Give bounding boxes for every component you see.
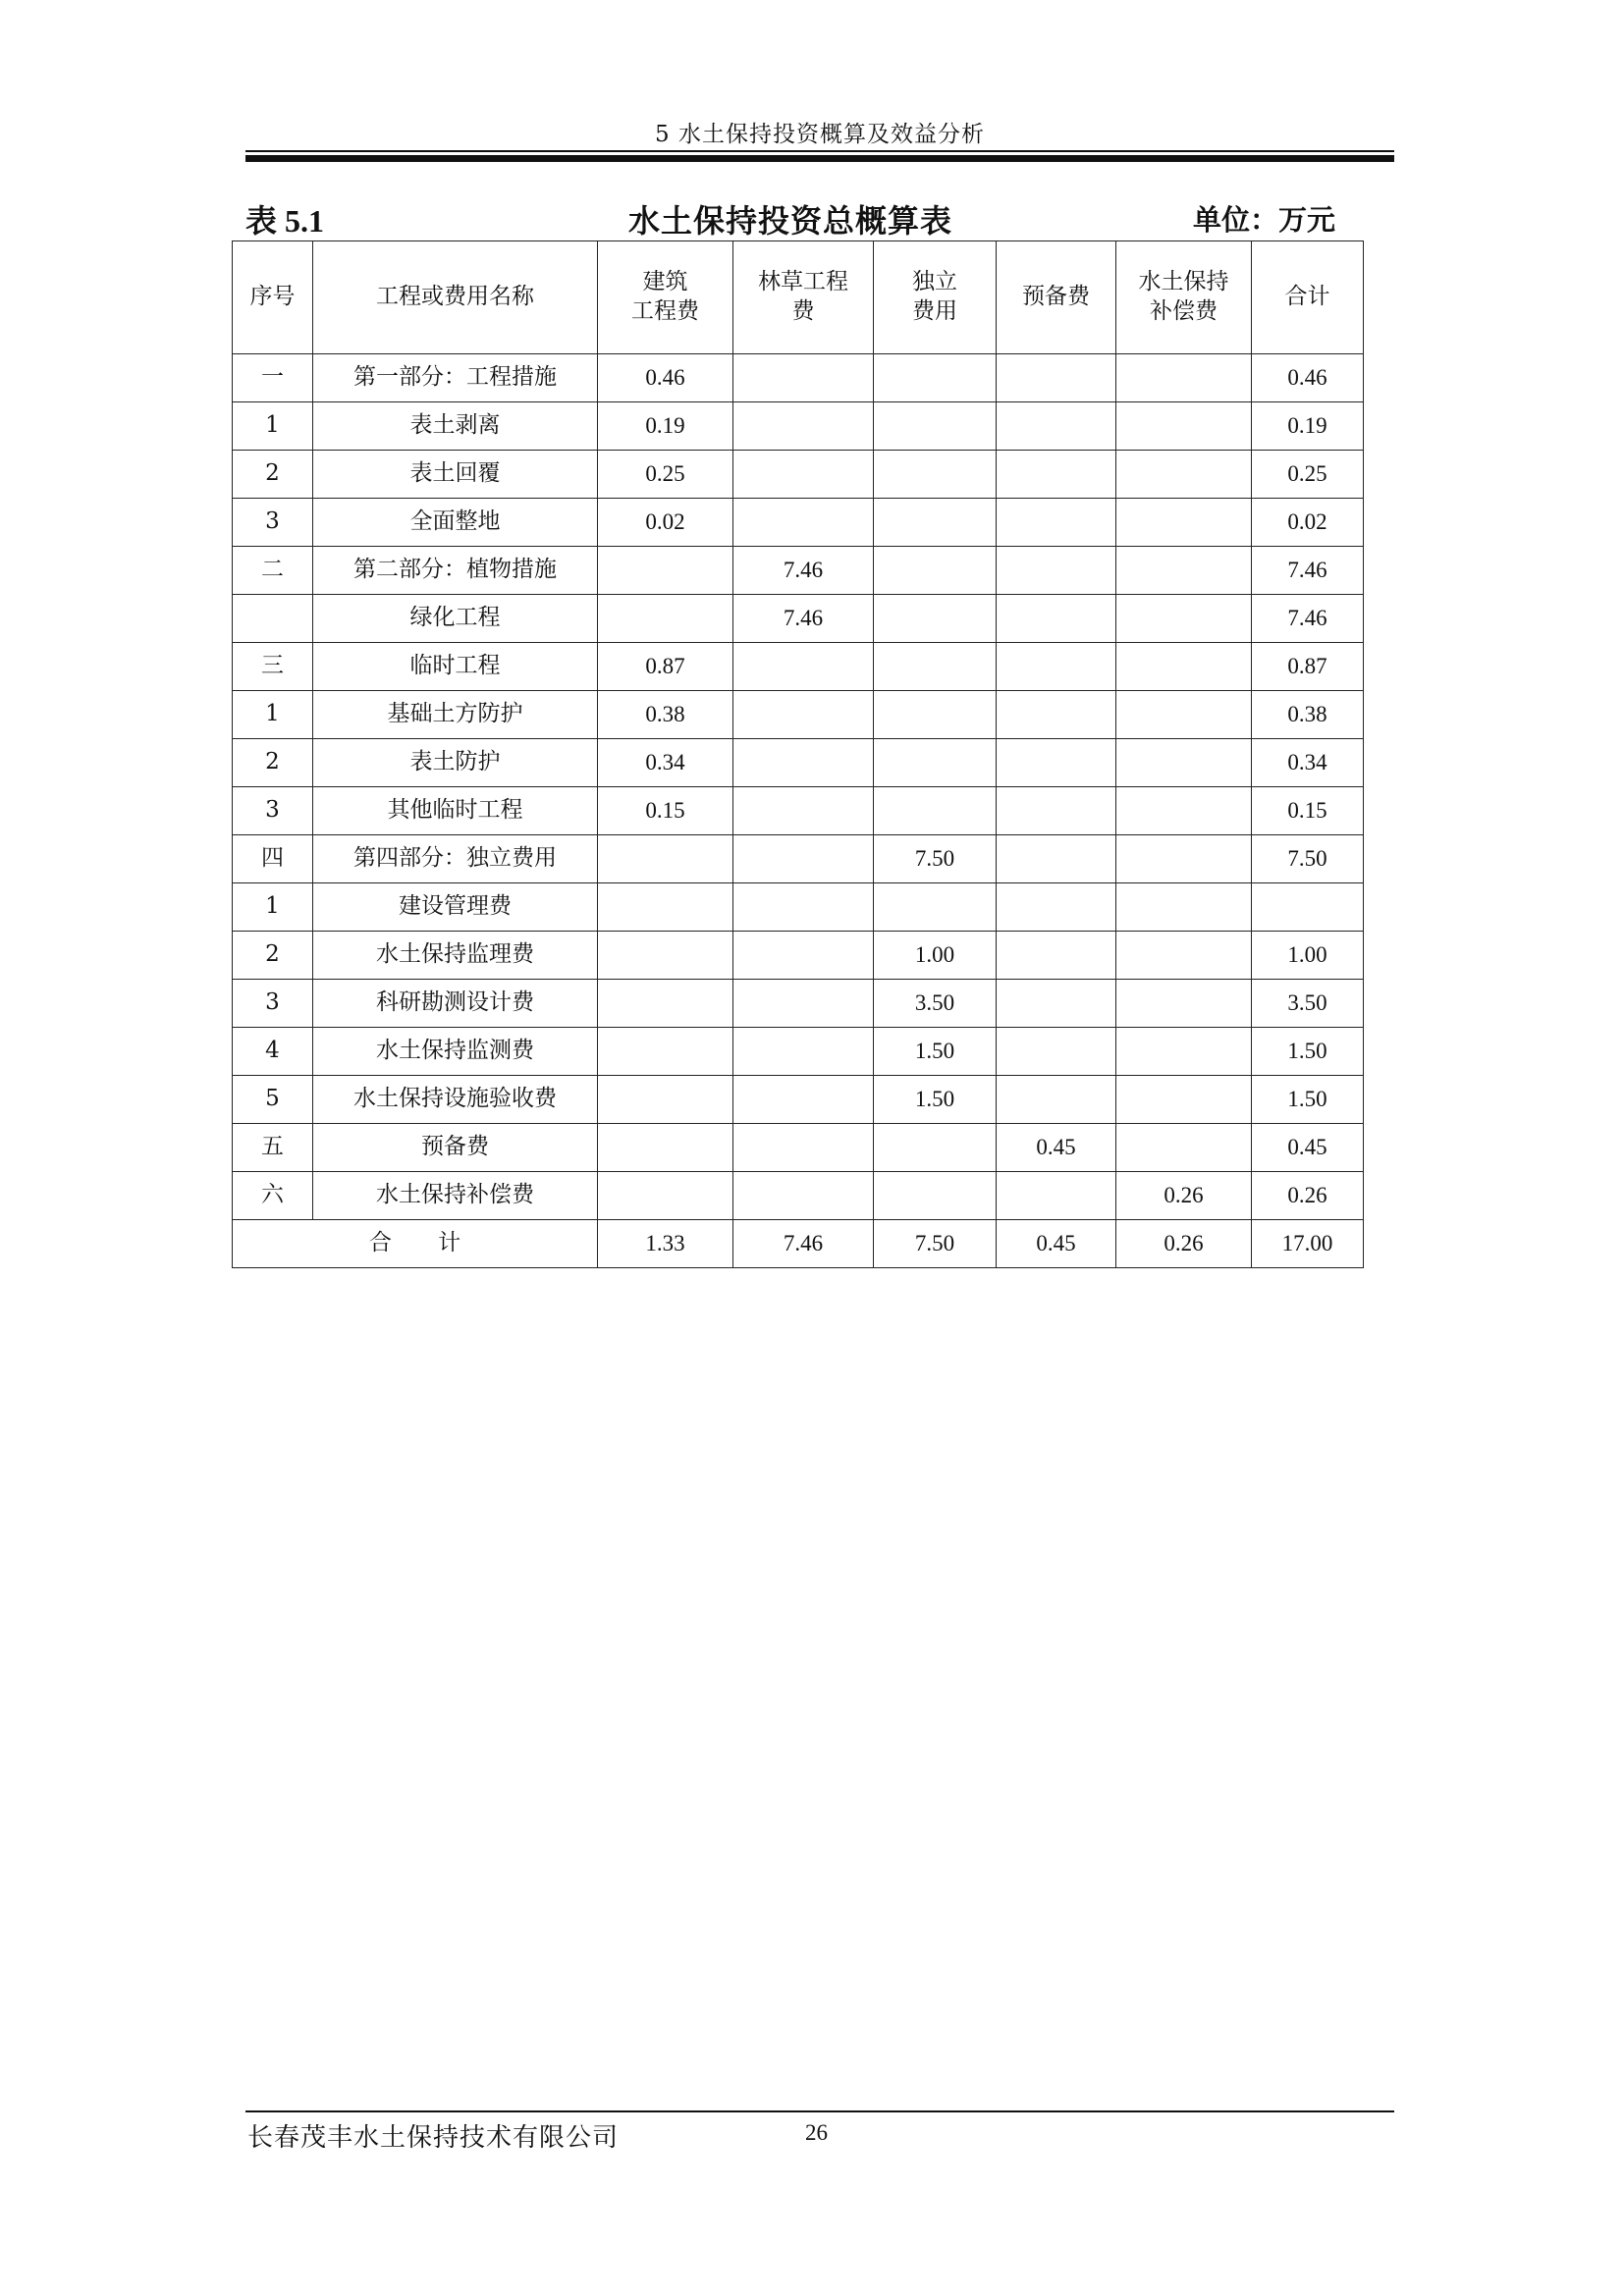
table-row [233,1172,1364,1220]
header-cell-forestry [733,241,874,354]
row-value-cell: 0.25 [1252,451,1364,499]
running-header: 5 水土保持投资概算及效益分析 [655,122,985,147]
total-label: 合 计 [233,1220,598,1268]
header-cell-name [313,241,598,354]
row-value-cell [874,739,997,787]
table-row [233,787,1364,835]
row-index-cell: 2 [233,451,313,499]
row-index-cell: 五 [233,1124,313,1172]
table-caption [245,196,1335,240]
row-name-cell: 第一部分：工程措施 [313,354,598,402]
header-line: 补偿费 [1150,298,1218,324]
table-row [233,1028,1364,1076]
row-name-cell: 水土保持设施验收费 [313,1076,598,1124]
row-value-cell [598,835,733,883]
row-value-cell: 0.15 [1252,787,1364,835]
row-value-cell [874,1172,997,1220]
row-value-cell [733,354,874,402]
row-value-cell [997,1172,1116,1220]
footer-rule [245,2110,1394,2112]
row-value-cell [1116,595,1252,643]
row-index-cell: 三 [233,643,313,691]
header-line: 预备费 [1022,284,1090,310]
row-value-cell [733,1076,874,1124]
row-value-cell [1116,932,1252,980]
row-name-cell: 绿化工程 [313,595,598,643]
row-value-cell [1116,402,1252,451]
row-name-cell: 全面整地 [313,499,598,547]
row-value-cell [733,835,874,883]
row-value-cell: 0.02 [1252,499,1364,547]
row-value-cell: 0.02 [598,499,733,547]
row-value-cell: 0.34 [598,739,733,787]
row-value-cell [997,354,1116,402]
total-cell: 0.26 [1116,1220,1252,1268]
total-cell: 7.50 [874,1220,997,1268]
header-line: 水土保持 [1138,269,1229,295]
row-value-cell: 7.46 [733,595,874,643]
row-value-cell: 7.46 [733,547,874,595]
row-value-cell: 1.50 [1252,1076,1364,1124]
row-index-cell: 3 [233,499,313,547]
table-row [233,643,1364,691]
table-row [233,595,1364,643]
row-name-cell: 科研勘测设计费 [313,980,598,1028]
row-value-cell [997,980,1116,1028]
row-value-cell [997,451,1116,499]
row-value-cell [997,1076,1116,1124]
table-row [233,691,1364,739]
table-row [233,835,1364,883]
header-cell-compensation [1116,241,1252,354]
row-value-cell [1116,499,1252,547]
row-value-cell [997,932,1116,980]
row-value-cell [1116,547,1252,595]
total-cell: 1.33 [598,1220,733,1268]
header-line: 合计 [1284,284,1330,310]
table-title: 水土保持投资总概算表 [627,202,952,240]
row-value-cell [733,980,874,1028]
row-value-cell [1252,883,1364,932]
row-value-cell: 7.50 [874,835,997,883]
header-rule-thick [245,155,1394,162]
row-name-cell: 其他临时工程 [313,787,598,835]
row-index-cell: 1 [233,883,313,932]
total-cell: 7.46 [733,1220,874,1268]
row-value-cell [874,595,997,643]
row-value-cell [1116,835,1252,883]
row-value-cell: 0.26 [1252,1172,1364,1220]
row-value-cell [733,691,874,739]
table-row [233,402,1364,451]
row-value-cell [997,883,1116,932]
row-value-cell [997,595,1116,643]
row-value-cell: 1.50 [1252,1028,1364,1076]
table-number: 表 5.1 [245,203,325,239]
row-value-cell [733,739,874,787]
row-name-cell: 第二部分：植物措施 [313,547,598,595]
header-cell-reserve [997,241,1116,354]
row-value-cell [874,451,997,499]
row-index-cell: 二 [233,547,313,595]
row-value-cell: 1.50 [874,1076,997,1124]
row-value-cell: 0.45 [997,1124,1116,1172]
row-name-cell: 表土剥离 [313,402,598,451]
row-value-cell: 7.46 [1252,595,1364,643]
table-row [233,451,1364,499]
row-index-cell [233,595,313,643]
row-value-cell [874,402,997,451]
header-line: 工程费 [631,298,699,324]
row-value-cell [598,1124,733,1172]
row-value-cell [874,691,997,739]
row-value-cell: 0.87 [1252,643,1364,691]
row-value-cell [598,547,733,595]
row-value-cell [598,980,733,1028]
row-index-cell: 5 [233,1076,313,1124]
row-value-cell [733,451,874,499]
row-value-cell [997,402,1116,451]
row-value-cell: 0.45 [1252,1124,1364,1172]
table-row [233,354,1364,402]
row-value-cell [733,1172,874,1220]
row-name-cell: 水土保持监测费 [313,1028,598,1076]
table-unit: 单位：万元 [1192,203,1335,237]
row-value-cell [997,547,1116,595]
header-line: 工程或费用名称 [376,284,534,310]
header-rule-thin [245,150,1394,152]
row-value-cell: 0.38 [1252,691,1364,739]
row-value-cell [874,499,997,547]
row-value-cell: 0.25 [598,451,733,499]
row-value-cell [598,1028,733,1076]
header-line: 建筑 [642,269,688,295]
row-value-cell: 0.15 [598,787,733,835]
row-value-cell [1116,1076,1252,1124]
row-name-cell: 表土回覆 [313,451,598,499]
row-value-cell: 0.38 [598,691,733,739]
row-value-cell: 1.00 [874,932,997,980]
row-value-cell: 1.50 [874,1028,997,1076]
page-number: 26 [805,2120,828,2145]
row-value-cell: 0.26 [1116,1172,1252,1220]
budget-table [232,240,1364,1268]
table-row [233,547,1364,595]
row-value-cell [997,835,1116,883]
total-cell: 0.45 [997,1220,1116,1268]
header-line: 费用 [912,298,957,324]
row-value-cell [997,787,1116,835]
row-value-cell [997,643,1116,691]
row-index-cell: 四 [233,835,313,883]
row-value-cell [874,1124,997,1172]
row-value-cell [1116,787,1252,835]
row-value-cell [733,1028,874,1076]
row-index-cell: 2 [233,739,313,787]
row-value-cell [598,883,733,932]
row-name-cell: 第四部分：独立费用 [313,835,598,883]
row-value-cell [874,787,997,835]
row-value-cell [1116,354,1252,402]
row-value-cell [733,643,874,691]
row-index-cell: 3 [233,980,313,1028]
row-value-cell [733,402,874,451]
table-row [233,883,1364,932]
row-value-cell: 3.50 [1252,980,1364,1028]
row-value-cell [733,932,874,980]
row-name-cell: 水土保持补偿费 [313,1172,598,1220]
total-row [233,1220,1364,1268]
row-value-cell: 3.50 [874,980,997,1028]
row-index-cell: 六 [233,1172,313,1220]
row-value-cell: 0.19 [598,402,733,451]
row-value-cell: 7.50 [1252,835,1364,883]
footer-company: 长春茂丰水土保持技术有限公司 [247,2123,620,2153]
row-value-cell [874,547,997,595]
row-value-cell [598,1172,733,1220]
header-line: 序号 [249,284,296,310]
table-row [233,739,1364,787]
row-value-cell: 0.46 [1252,354,1364,402]
header-line: 独立 [912,269,957,295]
row-value-cell [733,1124,874,1172]
row-value-cell: 0.46 [598,354,733,402]
row-value-cell [1116,1124,1252,1172]
row-name-cell: 预备费 [313,1124,598,1172]
table-header-row [233,241,1364,354]
row-name-cell: 基础土方防护 [313,691,598,739]
row-value-cell [997,1028,1116,1076]
row-value-cell: 1.00 [1252,932,1364,980]
table-row [233,1124,1364,1172]
row-name-cell: 临时工程 [313,643,598,691]
row-value-cell: 0.19 [1252,402,1364,451]
row-name-cell: 表土防护 [313,739,598,787]
header-cell-total [1252,241,1364,354]
row-value-cell [733,787,874,835]
row-value-cell [1116,691,1252,739]
row-name-cell: 水土保持监理费 [313,932,598,980]
header-cell-independent [874,241,997,354]
table-row [233,1076,1364,1124]
table-row [233,932,1364,980]
row-value-cell: 0.87 [598,643,733,691]
row-value-cell [1116,883,1252,932]
row-value-cell: 0.34 [1252,739,1364,787]
row-value-cell [598,1076,733,1124]
row-index-cell: 1 [233,691,313,739]
row-value-cell [1116,1028,1252,1076]
table-row [233,980,1364,1028]
row-value-cell [733,499,874,547]
row-value-cell: 7.46 [1252,547,1364,595]
row-value-cell [1116,643,1252,691]
table-body [233,354,1364,1220]
row-value-cell [997,739,1116,787]
row-value-cell [997,691,1116,739]
row-index-cell: 一 [233,354,313,402]
header-line: 林草工程 [758,269,848,295]
row-value-cell [598,595,733,643]
row-value-cell [874,354,997,402]
row-value-cell [1116,980,1252,1028]
header-cell-index [233,241,313,354]
total-cell: 17.00 [1252,1220,1364,1268]
row-value-cell [874,643,997,691]
row-index-cell: 1 [233,402,313,451]
header-line: 费 [791,298,815,324]
row-index-cell: 4 [233,1028,313,1076]
row-value-cell [1116,451,1252,499]
row-value-cell [598,932,733,980]
row-index-cell: 2 [233,932,313,980]
row-value-cell [997,499,1116,547]
row-value-cell [1116,739,1252,787]
row-value-cell [874,883,997,932]
row-index-cell: 3 [233,787,313,835]
table-row [233,499,1364,547]
header-cell-construction [598,241,733,354]
row-value-cell [733,883,874,932]
row-name-cell: 建设管理费 [313,883,598,932]
